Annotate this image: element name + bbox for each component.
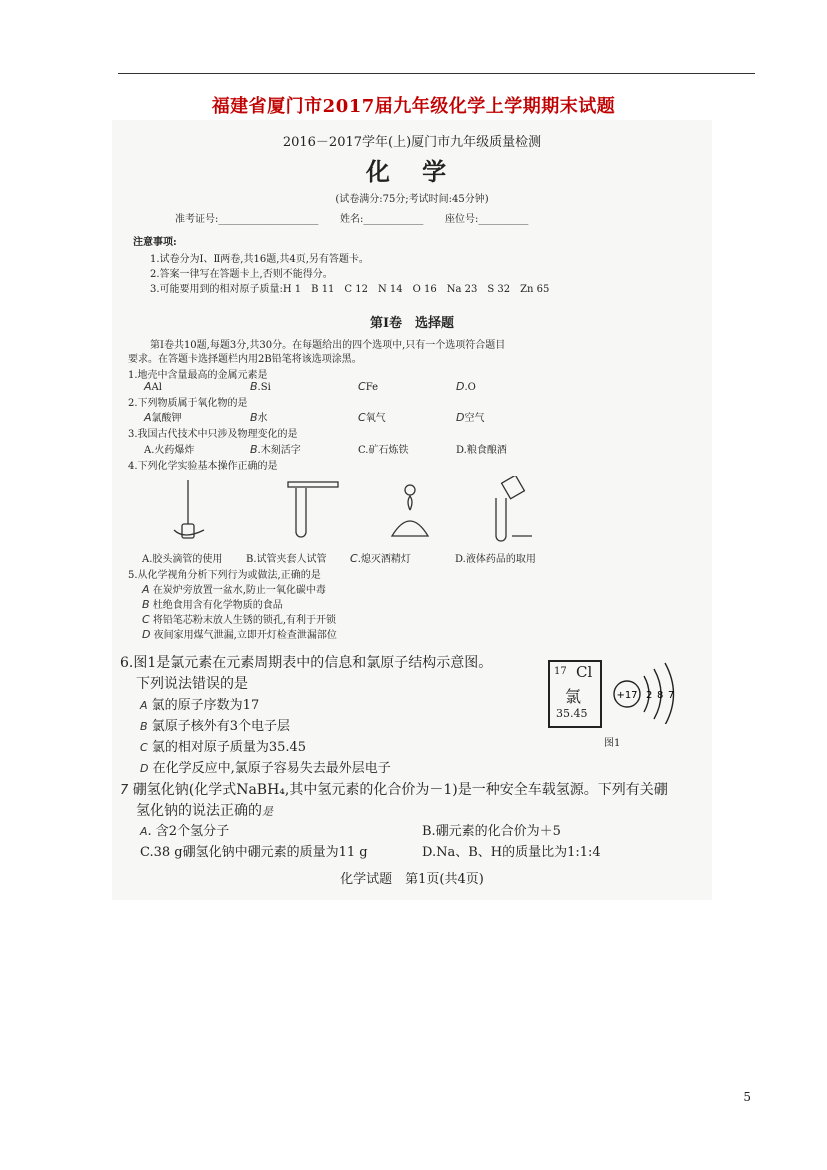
shell-electron-count: 8 (657, 690, 664, 701)
top-rule (118, 73, 755, 74)
q2-stem: 2.下列物质属于氧化物的是 (128, 398, 248, 409)
score-info: (试卷满分:75分;考试时间:45分钟) (335, 194, 489, 205)
q6-option-c: C 氯的相对原子质量为35.45 (140, 740, 307, 755)
q4-option-a: A.胶头滴管的使用 (142, 554, 223, 565)
atomic-mass: 35.45 (556, 707, 588, 720)
q6-stem: 下列说法错误的是 (136, 676, 248, 692)
q2-option-c: C氧气 (358, 411, 386, 424)
q7-option-d: D.Na、B、H的质量比为1:1:4 (422, 845, 601, 860)
q6-option-d: D 在化学反应中,氯原子容易失去最外层电子 (140, 761, 391, 776)
note-item: 3.可能要用到的相对原子质量:H 1 B 11 C 12 N 14 O 16 Na 23 S 32 Zn 65 (150, 284, 550, 295)
shell-electron-count: 7 (668, 690, 675, 701)
lab-apparatus-figures (160, 476, 550, 548)
q3-option-b: B.木刻活字 (250, 443, 301, 456)
q4-option-b: B.试管夹套人试管 (246, 554, 327, 565)
section-intro: 要求。在答题卡选择题栏内用2B铅笔将该选项涂黑。 (128, 354, 362, 365)
liquid-pouring-figure (496, 476, 532, 541)
q1-option-a: AAl (144, 380, 162, 393)
q1-stem: 1.地壳中含量最高的金属元素是 (128, 370, 268, 381)
note-item: 2.答案一律写在答题卡上,否则不能得分。 (150, 269, 333, 280)
q7-option-c: C.38 g硼氢化钠中硼元素的质量为11 g (140, 845, 368, 860)
q6-option-b: B 氯原子核外有3个电子层 (140, 719, 290, 734)
q7-stem: 氢化钠的说法正确的是 (136, 803, 273, 819)
atom-structure-diagram (610, 660, 690, 724)
alcohol-lamp-figure (392, 485, 428, 536)
dropper-figure (174, 480, 204, 538)
q7-option-a: A. 含2个氢分子 (140, 824, 230, 839)
q1-option-b: B.Si (250, 380, 271, 393)
q2-option-b: B水 (250, 411, 268, 424)
q4-stem: 4.下列化学实验基本操作正确的是 (128, 461, 278, 472)
q5-option-b: B 杜绝食用含有化学物质的食品 (142, 598, 283, 611)
q7-stem: 7 硼氢化钠(化学式NaBH₄,其中氢元素的化合价为－1)是一种安全车载氢源。下列有关硼 (120, 782, 668, 798)
q3-stem: 3.我国古代技术中只涉及物理变化的是 (128, 429, 298, 440)
q7-option-b: B.硼元素的化合价为＋5 (422, 824, 561, 839)
field-name: 姓名:____________ (340, 214, 424, 225)
exam-subject: 化 学 (365, 157, 459, 186)
exam-header: 2016－2017学年(上)厦门市九年级质量检测 (282, 135, 542, 150)
document-title: 福建省厦门市2017届九年级化学上学期期末试题 (211, 96, 616, 117)
q5-option-c: C 将铅笔芯粉末放人生锈的锁孔,有利于开锁 (142, 613, 337, 626)
element-symbol: Cl (576, 663, 593, 681)
q2-option-a: A氯酸钾 (144, 411, 182, 424)
test-tube-clamp-figure (288, 482, 338, 537)
figure-label: 图1 (604, 738, 621, 749)
section-intro: 第Ⅰ卷共10题,每题3分,共30分。在每题给出的四个选项中,只有一个选项符合题目 (150, 340, 506, 351)
q2-option-d: D空气 (456, 411, 485, 424)
q5-option-a: A 在炭炉旁放置一盆水,防止一氧化碳中毒 (142, 583, 326, 596)
section-title: 第Ⅰ卷 选择题 (369, 316, 455, 331)
note-item: 1.试卷分为Ⅰ、Ⅱ两卷,共16题,共4页,另有答题卡。 (150, 254, 369, 265)
periodic-table-cell (548, 660, 602, 728)
page-footer: 化学试题 第1页(共4页) (340, 872, 484, 887)
nucleus-charge: +17 (616, 690, 638, 701)
element-name: 氯 (565, 687, 582, 706)
q6-option-a: A 氯的原子序数为17 (140, 698, 260, 713)
atomic-number: 17 (554, 666, 567, 677)
notes-title: 注意事项: (133, 237, 177, 248)
q6-stem: 6.图1是氯元素在元素周期表中的信息和氯原子结构示意图。 (120, 655, 493, 671)
q1-option-c: CFe (358, 380, 378, 393)
q5-option-d: D 夜间家用煤气泄漏,立即开灯检查泄漏部位 (142, 628, 337, 641)
field-exam-id: 准考证号:____________________ (175, 214, 319, 225)
q1-option-d: D.O (456, 380, 476, 393)
q5-stem: 5.从化学视角分析下列行为或做法,正确的是 (128, 570, 321, 581)
q4-option-c: C.熄灭酒精灯 (350, 552, 411, 565)
q3-option-a: A.火药爆炸 (144, 445, 195, 456)
page-number: 5 (743, 1090, 751, 1104)
field-seat: 座位号:__________ (445, 214, 529, 225)
q4-option-d: D.液体药品的取用 (455, 554, 536, 565)
q3-option-d: D.粮食酿酒 (456, 445, 507, 456)
shell-electron-count: 2 (646, 690, 653, 701)
q3-option-c: C.矿石炼铁 (358, 445, 409, 456)
